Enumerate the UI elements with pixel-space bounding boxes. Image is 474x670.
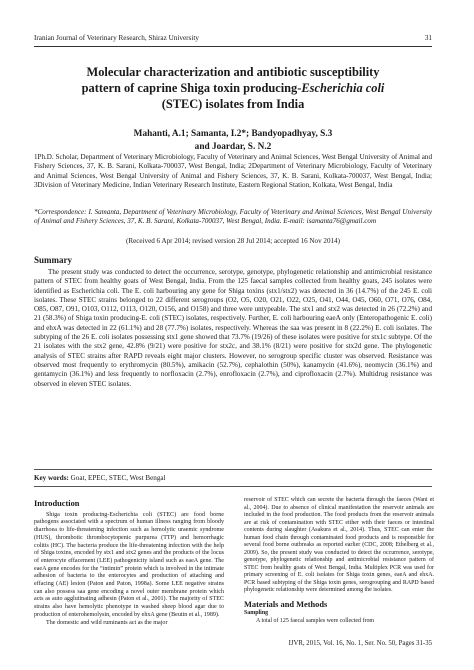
sampling-heading: Sampling: [244, 610, 269, 617]
summary-text: The present study was conducted to detect the occurrence, serotype, genotype, phylogenetic relationship and antimicrobial resistance pattern of STEC from healthy goats of West Bengal, India. From the 125 faecal samples collected from healthy goats, 245 isolates were identified as Escherichia coli. The E. coli harbouring any gene for Shiga toxins (stx1/stx2) was detected in 36 (14.7%) of the 245 E. coli isolates. These STEC strains belonged to 22 different serogroups (O2, O5, O20, O21, O22, O25, O41, O44, O45, O60, O71, O76, O84, O85, O87, O91, O103, O112, O113, O120, O156, and O158) and three were untypeable. The stx1 and stx2 was detected in 26 (72.2%) and 21 (58.3%) of Shiga toxin producing-E. coli (STEC) isolates, respectively. Further, E. coli harbouring eaeA only (Enteropathogenic E. coli) and ehxA was detected in 22 (61.1%) and 28 (77.7%) isolates, respectively. Whereas the saa was present in 8 (22.2%) E. coli isolates. The subtyping of the 26 E. coli isolates possessing stx1 gene showed that 73.7% (19/26) of these isolates were positive for stx1c subtype. Of the 21 isolates with the stx2 gene, 42.8% (9/21) were positive for stx2c, and 38.1% (8/21) were positive for stx2d gene. The phylogenetic analysis of STEC strains after RAPD reveals eight major clusters. However, no serogroup specific cluster was observed. Resistance was observed most frequently to erythromycin (80.5%), amikacin (52.7%), cephalothin (50%), kanamycin (41.6%), neomycin (36.1%) and gentamycin (36.1%) and less frequently to norfloxacin (2.7%), enrofloxacin (2.7%), and ciprofloxacin (2.7%). Multidrug resistance was observed in eleven STEC isolates.: [34, 268, 432, 388]
page-footer: IJVR, 2015, Vol. 16, No. 1, Ser. No. 50, Pages 31-35: [288, 640, 432, 647]
left-column: [34, 500, 224, 627]
journal-name: Iranian Journal of Veterinary Research, Shiraz University: [34, 34, 199, 42]
authors-line-1: Mahanti, A.1; Samanta, I.2*; Bandyopadhyay, S.3: [133, 129, 333, 139]
page-number: 31: [424, 34, 432, 42]
keywords-value: Goat, EPEC, STEC, West Bengal: [70, 474, 166, 482]
title-line-1: Molecular characterization and antibiotic susceptibility: [86, 65, 380, 79]
title-line-3: (STEC) isolates from India: [161, 97, 305, 111]
correspondence: *Correspondence: I. Samanta, Department of Veterinary Microbiology, Faculty of Veterinary and Animal Sciences, West Bengal University of Animal and Fishery Sciences, 37, K. B. Sarani, Kolkata-700037, West Bengal, India. E-mail: isamanta76@gmail.com: [34, 208, 432, 226]
affiliations: 1Ph.D. Scholar, Department of Veterinary Microbiology, Faculty of Veterinary and Animal Sciences, West Bengal University of Animal and Fishery Sciences, 37, K. B. Sarani, Kolkata-700037, West Bengal, India; 2Department of Veterinary Microbiology, Faculty of Veterinary and Animal Sciences, West Bengal University of Animal and Fishery Sciences, 37, K. B. Sarani, Kolkata-700037, West Bengal, India; 3Division of Veterinary Medicine, Indian Veterinary Research Institute, Eastern Regional Station, Kolkata, West Bengal, India: [34, 153, 432, 189]
keywords-bottom-rule: [34, 486, 432, 487]
article-title: [34, 64, 432, 112]
intro-continuation: reservoir of STEC which can secrete the bacteria through the faeces (Wani et al., 2004). Due to absence of clinical manifestation the reservoir animals are included in the food production. The food products from the reservoir animals are at risk of contamination with STEC either with their faeces or intestinal contents during slaughter (Asakura et al., 2014). Thus, STEC can enter the human food chain through contaminated food products and is responsible for several food borne outbreaks as reported earlier (CDC, 2008; Ethelberg et al., 2009). So, the present study was conducted to detect the occurrence, serotype, genotype, phylogenetic relationship and antimicrobial resistance pattern of STEC from healthy goats of West Bengal, India. Multiplex PCR was used for primary screening of E. coli isolates for Shiga toxin genes, eaeA and ehxA. PCR based subtyping of the Shiga toxin genes, serogrouping and RAPD based phylogenetic relationship were determined among the isolates.: [244, 497, 434, 594]
intro-paragraph-2: The domestic and wild ruminants act as the major: [46, 619, 168, 626]
title-italic-species: Escherichia coli: [301, 81, 385, 95]
keywords: [34, 474, 432, 482]
intro-paragraph-1: Shiga toxin producing-Escherichia coli (STEC) are food borne pathogens associated with a spectrum of human illness ranging from bloody diarrhoea to life-threatening infection such as hemolytic uraemic syndrome (HUS), thrombotic thrombocytopenic purpurea (TTP) and hemorrhagic colitis (HC). The bacteria produce the life-threatening infection with the help of Shiga toxins, encoded by stx1 and stx2 genes and the products of the locus of enterocyte effacement (LEE) pathogenicity island such as eaeA gene. The eaeA gene encodes for the “intimin” protein which is involved in the intimate adhesion of bacteria to the enterocytes and production of attaching and effacing (AE) lesion (Paton and Paton, 1998a). Some LEE negative strains can also possess saa gene encoding a novel outer membrane protein which acts as auto agglutinating adhesin (Paton et al., 2001). The majority of STEC strains also have hemolytic phenotype in washed sheep blood agar due to production of enterohemolysin, encoded by ehxA gene (Beutin et al., 1989).: [34, 511, 224, 618]
title-line-2: pattern of caprine Shiga toxin producing-Escherichia coli: [81, 81, 385, 95]
author-list: [34, 128, 432, 153]
sampling-text: A total of 125 faecal samples were collected from: [256, 617, 375, 624]
right-column: [244, 497, 434, 625]
keywords-label: Key words:: [34, 474, 69, 482]
running-head: [34, 34, 432, 42]
summary-heading: Summary: [34, 255, 72, 265]
introduction-heading: Introduction: [34, 499, 80, 508]
keywords-top-rule: [34, 469, 432, 470]
received-dates: (Received 6 Apr 2014; revised version 28 Jul 2014; accepted 16 Nov 2014): [126, 237, 340, 245]
methods-heading: Materials and Methods: [244, 599, 328, 609]
authors-line-2: and Joardar, S. N.2: [194, 141, 272, 152]
header-rule: [34, 46, 432, 47]
